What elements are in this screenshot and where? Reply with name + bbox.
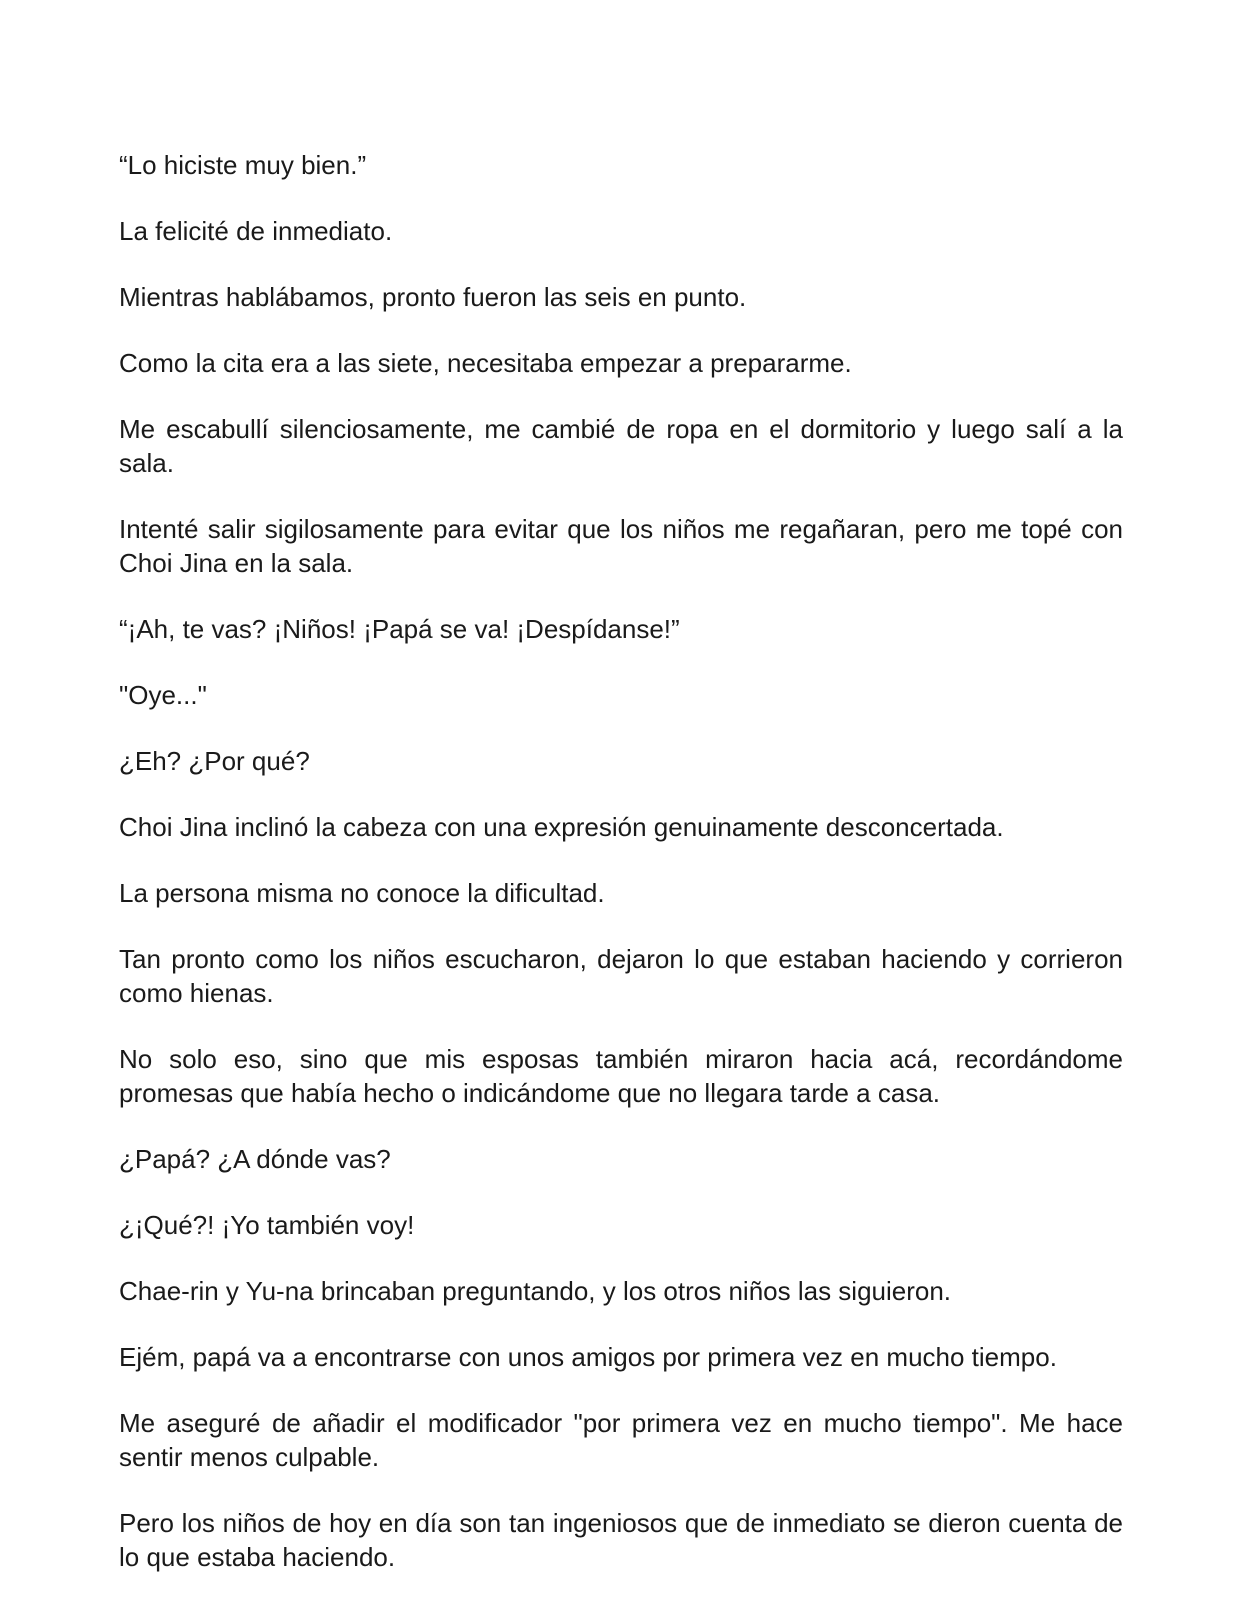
paragraph-2: La felicité de inmediato. [119, 216, 393, 246]
paragraph-13: No solo eso, sino que mis esposas también miraron hacia acá, recordándome promesas que había hecho o indicándome que no llegara tarde a casa. [119, 1044, 1123, 1108]
paragraph-6: Intenté salir sigilosamente para evitar que los niños me regañaran, pero me topé con Choi Jina en la sala. [119, 514, 1123, 578]
paragraph-3: Mientras hablábamos, pronto fueron las seis en punto. [119, 282, 747, 312]
paragraph-8: "Oye..." [119, 680, 207, 710]
paragraph-11: La persona misma no conoce la dificultad. [119, 878, 605, 908]
paragraph-12: Tan pronto como los niños escucharon, dejaron lo que estaban haciendo y corrieron como hienas. [119, 944, 1123, 1008]
paragraph-1: “Lo hiciste muy bien.” [119, 150, 367, 180]
paragraph-5: Me escabullí silenciosamente, me cambié de ropa en el dormitorio y luego salí a la sala. [119, 414, 1123, 478]
paragraph-15: ¿¡Qué?! ¡Yo también voy! [119, 1210, 415, 1240]
paragraph-18: Me aseguré de añadir el modificador "por primera vez en mucho tiempo". Me hace sentir menos culpable. [119, 1408, 1123, 1472]
paragraph-9: ¿Eh? ¿Por qué? [119, 746, 310, 776]
document-body [119, 148, 1123, 1606]
paragraph-10: Choi Jina inclinó la cabeza con una expresión genuinamente desconcertada. [119, 812, 1004, 842]
paragraph-4: Como la cita era a las siete, necesitaba empezar a prepararme. [119, 348, 852, 378]
paragraph-16: Chae-rin y Yu-na brincaban preguntando, y los otros niños las siguieron. [119, 1276, 952, 1306]
paragraph-7: “¡Ah, te vas? ¡Niños! ¡Papá se va! ¡Despídanse!” [119, 614, 680, 644]
paragraph-14: ¿Papá? ¿A dónde vas? [119, 1144, 391, 1174]
paragraph-17: Ejém, papá va a encontrarse con unos amigos por primera vez en mucho tiempo. [119, 1342, 1057, 1372]
paragraph-19: Pero los niños de hoy en día son tan ingeniosos que de inmediato se dieron cuenta de lo que estaba haciendo. [119, 1508, 1123, 1572]
